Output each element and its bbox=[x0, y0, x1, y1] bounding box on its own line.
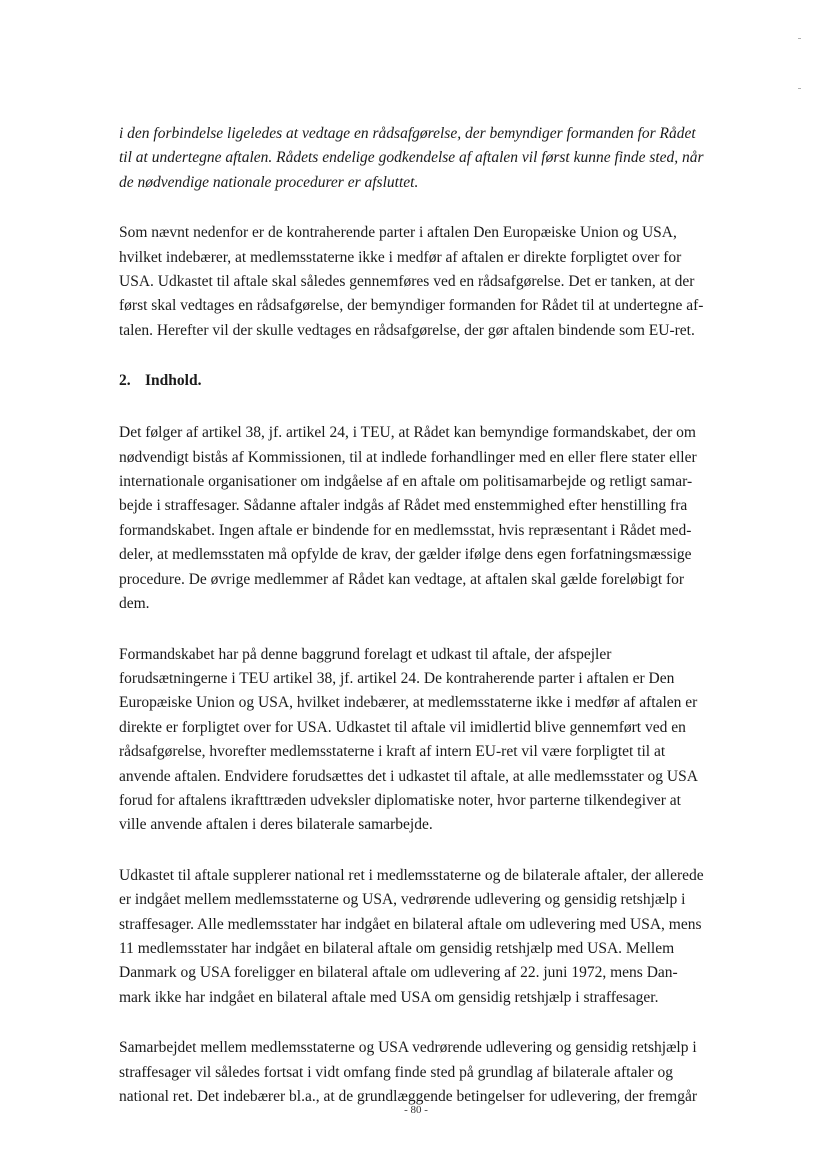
text-line: forud for aftalens ikrafttræden udveksler diplomatiske noter, hvor parterne tilkendegiver at bbox=[119, 791, 681, 809]
text-line: i den forbindelse ligeledes at vedtage en rådsafgørelse, der bemyndiger formanden for Rådet bbox=[119, 125, 696, 142]
document-body bbox=[119, 122, 749, 1135]
text-line: hvilket indebærer, at medlemsstaterne ikke i medfør af aftalen er direkte forpligtet over for bbox=[119, 248, 682, 266]
text-line: bejde i straffesager. Sådanne aftaler indgås af Rådet med enstemmighed efter henstilling fra bbox=[119, 497, 688, 515]
page-number: - 80 - bbox=[404, 1104, 428, 1116]
text-line: deler, at medlemsstaten må opfylde de krav, der gælder ifølge dens egen forfatningsmæssige bbox=[119, 546, 692, 564]
text-line: nødvendigt bistås af Kommissionen, til at indlede forhandlinger med en eller flere stater eller bbox=[119, 448, 697, 466]
text-line: først skal vedtages en rådsafgørelse, der bemyndiger formanden for Rådet til at undertegne af- bbox=[119, 297, 704, 315]
text-line: de nødvendige nationale procedurer er afsluttet. bbox=[119, 173, 419, 191]
text-line: ville anvende aftalen i deres bilaterale samarbejde. bbox=[119, 816, 433, 834]
text-line: straffesager vil således fortsat i vidt omfang finde sted på grundlag af bilaterale aftaler og bbox=[119, 1063, 674, 1081]
paragraph-3 bbox=[119, 643, 749, 838]
section-heading bbox=[119, 369, 749, 393]
text-line: anvende aftalen. Endvidere forudsættes det i udkastet til aftale, at alle medlemsstater og USA bbox=[119, 767, 698, 785]
text-line: er indgået mellem medlemsstaterne og USA, vedrørende udlevering og gensidig retshjælp i bbox=[119, 891, 686, 909]
text-line: dem. bbox=[119, 595, 150, 613]
paragraph-1 bbox=[119, 221, 749, 343]
scan-mark bbox=[798, 38, 801, 39]
text-line: Europæiske Union og USA, hvilket indebærer, at medlemsstaterne ikke i medfør af aftalen er bbox=[119, 694, 698, 712]
text-line: Formandskabet har på denne baggrund forelagt et udkast til aftale, der afspejler bbox=[119, 645, 612, 663]
text-line: procedure. De øvrige medlemmer af Rådet kan vedtage, at aftalen skal gælde foreløbigt for bbox=[119, 570, 685, 588]
text-line: Udkastet til aftale supplerer national ret i medlemsstaterne og de bilaterale aftaler, der allerede bbox=[119, 866, 704, 884]
text-line: Som nævnt nedenfor er de kontraherende parter i aftalen Den Europæiske Union og USA, bbox=[119, 224, 677, 242]
text-line: Det følger af artikel 38, jf. artikel 24, i TEU, at Rådet kan bemyndige formandskabet, der om bbox=[119, 424, 696, 442]
intro-paragraph bbox=[119, 122, 749, 195]
paragraph-5 bbox=[119, 1036, 749, 1109]
text-line: USA. Udkastet til aftale skal således gennemføres ved en rådsafgørelse. Det er tanken, at der bbox=[119, 273, 695, 291]
text-line: internationale organisationer om indgåelse af en aftale om politisamarbejde og retligt samar- bbox=[119, 473, 693, 491]
section-title: Indhold. bbox=[145, 372, 202, 390]
section-number: 2. bbox=[119, 372, 131, 390]
paragraph-2 bbox=[119, 421, 749, 616]
text-line: rådsafgørelse, hvorefter medlemsstaterne i kraft af intern EU-ret vil være forpligtet til at bbox=[119, 743, 666, 761]
text-line: forudsætningerne i TEU artikel 38, jf. artikel 24. De kontraherende parter i aftalen er Den bbox=[119, 669, 675, 687]
text-line: mark ikke har indgået en bilateral aftale med USA om gensidig retshjælp i straffesager. bbox=[119, 988, 659, 1006]
text-line: Danmark og USA foreligger en bilateral aftale om udlevering af 22. juni 1972, mens Dan- bbox=[119, 964, 678, 982]
text-line: til at undertegne aftalen. Rådets endelige godkendelse af aftalen vil først kunne finde sted, når bbox=[119, 149, 704, 167]
text-line: formandskabet. Ingen aftale er bindende for en medlemsstat, hvis repræsentant i Rådet med- bbox=[119, 521, 692, 539]
text-line: 11 medlemsstater har indgået en bilateral aftale om gensidig retshjælp med USA. Mellem bbox=[119, 939, 675, 957]
paragraph-4 bbox=[119, 864, 749, 1010]
text-line: direkte er forpligtet over for USA. Udkastet til aftale vil imidlertid blive gennemført ved en bbox=[119, 718, 686, 736]
scan-mark bbox=[798, 88, 801, 89]
text-line: talen. Herefter vil der skulle vedtages en rådsafgørelse, der gør aftalen bindende som EU-ret. bbox=[119, 321, 695, 339]
text-line: Samarbejdet mellem medlemsstaterne og USA vedrørende udlevering og gensidig retshjælp i bbox=[119, 1039, 697, 1057]
text-line: national ret. Det indebærer bl.a., at de grundlæggende betingelser for udlevering, der fremgår bbox=[119, 1088, 698, 1105]
text-line: straffesager. Alle medlemsstater har indgået en bilateral aftale om udlevering med USA, mens bbox=[119, 915, 702, 933]
